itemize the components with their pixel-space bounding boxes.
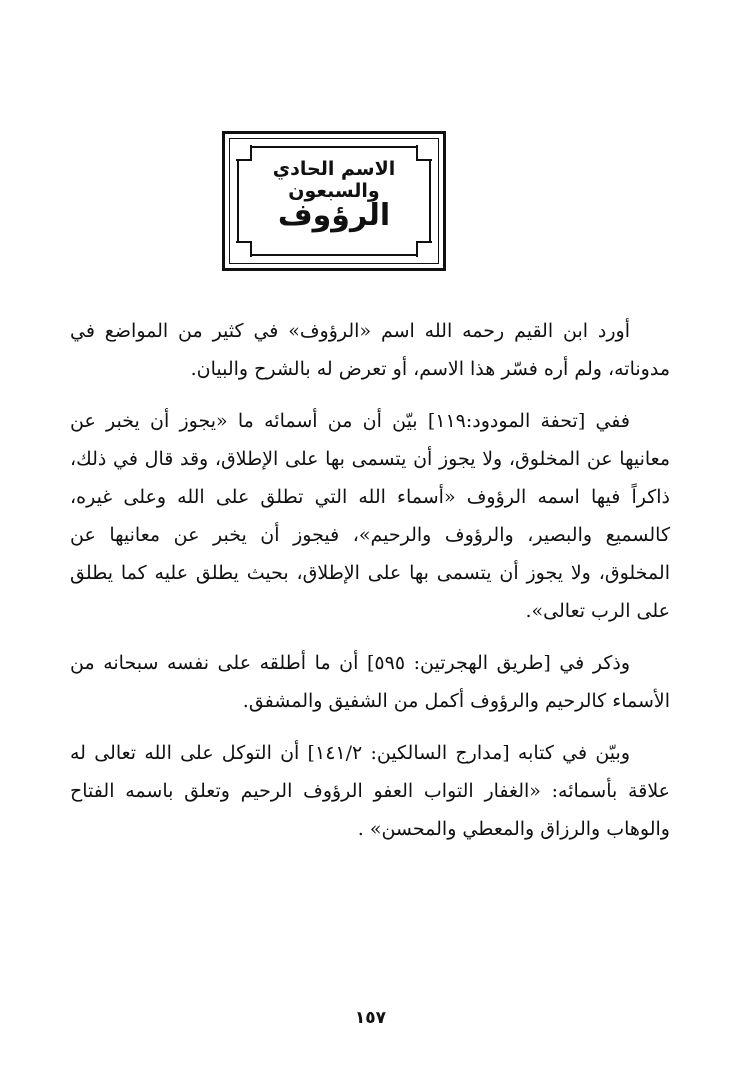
frame-corner-bottom-right <box>416 241 432 257</box>
chapter-title: الرؤوف <box>277 198 391 233</box>
paragraph-4: وبيّن في كتابه [مدارج السالكين: ١٤١/٢] أن التوكل على الله تعالى له علاقة بأسمائه: «الغفار التواب العفو الرؤوف الرحيم وتعلق باسمه الفتاح والوهاب والرزاق والمعطي والمحسن» . <box>70 742 670 840</box>
paragraph-1: أورد ابن القيم رحمه الله اسم «الرؤوف» في كثير من المواضع في مدوناته، ولم أره فسّر هذا الاسم، أو تعرض له بالشرح والبيان. <box>70 320 670 380</box>
body-text <box>70 312 670 862</box>
page-number: ١٥٧ <box>354 1008 387 1028</box>
title-frame <box>222 131 446 271</box>
chapter-subtitle: الاسم الحادي والسبعون <box>272 158 396 202</box>
paragraph-3: وذكر في [طريق الهجرتين: ٥٩٥] أن ما أطلقه على نفسه سبحانه من الأسماء كالرحيم والرؤوف أكمل من الشفيق والمشفق. <box>70 652 670 712</box>
frame-corner-bottom-left <box>236 241 252 257</box>
paragraph-2: ففي [تحفة المودود:١١٩] بيّن أن من أسمائه ما «يجوز أن يخبر عن معانيها عن المخلوق، ولا يجوز أن يتسمى بها على الإطلاق، وقد قال في ذلك، ذاكراً فيها اسمه الرؤوف «أسماء الله التي تطلق على الله وعلى غيره، كالسميع والبصير، والرؤوف والرحيم»، فيجوز أن يخبر عن معانيها عن المخلوق، ولا يجوز أن يتسمى بها على الإطلاق، بحيث يطلق عليه كما يطلق على الرب تعالى». <box>70 410 670 622</box>
